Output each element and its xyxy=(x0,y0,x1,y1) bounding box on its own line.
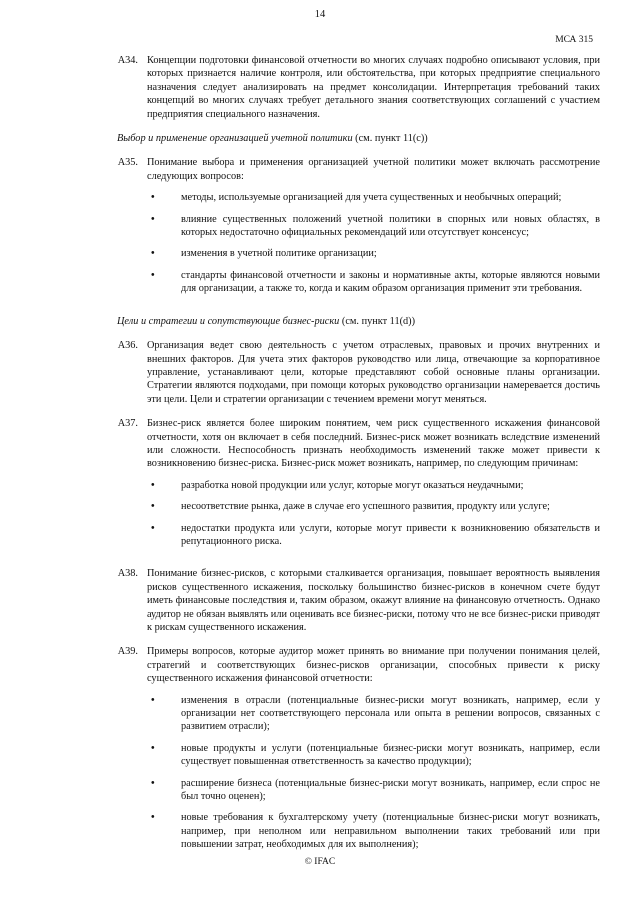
paragraph-body xyxy=(147,339,600,406)
bullet-icon: • xyxy=(151,269,155,281)
paragraph-body xyxy=(147,567,600,634)
bullet-icon: • xyxy=(151,248,155,260)
paragraph-text: Понимание бизнес-рисков, с которыми сталкивается организация, повышает вероятность выявления рисков существенного искажения, поскольку большинство бизнес-рисков в конечном счете будут иметь финансовые последствия и, таким образом, окажут влияние на финансовую отчетность. Однако аудитор не обязан выявлять или оценивать все бизнес-риски, потому что не все бизнес-риски приводят к рискам существенного искажения. xyxy=(147,568,600,633)
paragraph xyxy=(95,645,600,859)
bullet-item xyxy=(147,269,600,296)
bullet-text: изменения в учетной политике организации; xyxy=(181,248,377,260)
paragraph xyxy=(95,156,600,303)
document-body xyxy=(95,54,600,871)
bullet-icon: • xyxy=(151,777,155,789)
bullet-text: влияние существенных положений учетной политики в спорных или новых областях, в которых недостаточно официальных рекомендаций или отсутствует консенсус; xyxy=(181,213,600,239)
paragraph-text: Примеры вопросов, которые аудитор может принять во внимание при получении понимания целей, стратегий и соответствующих бизнес-рисков организации, способных привести к риску существенного искажения финансовой отчетности: xyxy=(147,646,600,685)
paragraph-text: Бизнес-риск является более широким понятием, чем риск существенного искажения финансовой отчетности, хотя он включает в себя последний. Бизнес-риск может возникать вследствие изменений или сложности. Неспособность признать необходимость изменений также может привести к возникновению бизнес-риска. Бизнес-риск может возникать, например, по следующим причинам: xyxy=(147,418,600,470)
bullet-item xyxy=(147,742,600,769)
bullet-item xyxy=(147,500,600,513)
bullet-icon: • xyxy=(151,192,155,204)
paragraph-number: A37. xyxy=(117,418,138,430)
section-heading-reference: (см. пункт 11(c)) xyxy=(352,133,428,145)
bullet-item xyxy=(147,522,600,549)
bullet-item xyxy=(147,777,600,804)
bullet-icon: • xyxy=(151,694,155,706)
section-heading-title: Цели и стратегии и сопутствующие бизнес-риски xyxy=(117,315,340,327)
bullet-icon: • xyxy=(151,213,155,225)
section-heading xyxy=(117,132,600,145)
page-number: 14 xyxy=(314,9,326,20)
paragraph-body xyxy=(147,156,600,303)
paragraph-number: A35. xyxy=(117,157,138,169)
section-heading xyxy=(117,315,600,328)
bullet-list xyxy=(147,694,600,852)
copyright-footer: © IFAC xyxy=(304,857,336,867)
paragraph xyxy=(95,417,600,556)
section-heading-reference: (см. пункт 11(d)) xyxy=(339,315,416,327)
paragraph-text: Понимание выбора и применения организацией учетной политики может включать рассмотрение следующих вопросов: xyxy=(147,157,600,182)
bullet-text: методы, используемые организацией для учета существенных и необычных операций; xyxy=(181,192,562,204)
bullet-item xyxy=(147,694,600,734)
bullet-text: новые продукты и услуги (потенциальные бизнес-риски могут возникать, например, если существует повышенная ответственность за качество продукции); xyxy=(181,742,600,768)
bullet-list xyxy=(147,479,600,549)
bullet-item xyxy=(147,213,600,240)
paragraph xyxy=(95,567,600,634)
bullet-text: разработка новой продукции или услуг, которые могут оказаться неудачными; xyxy=(181,479,524,491)
bullet-icon: • xyxy=(151,501,155,513)
bullet-text: расширение бизнеса (потенциальные бизнес-риски могут возникать, например, если спрос не был точно оценен); xyxy=(181,777,600,803)
document-code: МСА 315 xyxy=(555,35,593,45)
bullet-icon: • xyxy=(151,742,155,754)
bullet-icon: • xyxy=(151,522,155,534)
paragraph-body xyxy=(147,54,600,121)
bullet-text: недостатки продукта или услуги, которые могут привести к возникновению обязательств и репутационного риска. xyxy=(181,522,600,547)
paragraph-body xyxy=(147,645,600,859)
paragraph-text: Концепции подготовки финансовой отчетности во многих случаях подробно описывают условия, при которых признается наличие контроля, или обстоятельства, при которых предприятие специального назначения следует анализировать на предмет консолидации. Интерпретация требований таких концепций во многих случаях требует детального знания соответствующих соглашений с участием предприятия специального назначения. xyxy=(147,55,600,120)
paragraph-number: A36. xyxy=(117,340,138,352)
paragraph xyxy=(95,54,600,121)
bullet-icon: • xyxy=(151,479,155,491)
paragraph xyxy=(95,339,600,406)
paragraph-number: A34. xyxy=(117,55,138,66)
paragraph-number: A39. xyxy=(117,646,138,658)
bullet-item xyxy=(147,191,600,204)
bullet-item xyxy=(147,479,600,492)
bullet-text: изменения в отрасли (потенциальные бизнес-риски могут возникать, например, если у организации нет соответствующего персонала или опыта в решении вопросов, связанных с развитием отрасли); xyxy=(181,694,600,733)
bullet-item xyxy=(147,811,600,851)
section-heading-title: Выбор и применение организацией учетной политики xyxy=(117,133,353,145)
bullet-item xyxy=(147,247,600,260)
bullet-text: новые требования к бухгалтерскому учету (потенциальные бизнес-риски могут возникать, например, при неполном или неправильном выполнении таких требований или при повышении затрат, необходимых для их выполнения); xyxy=(181,812,600,851)
bullet-text: стандарты финансовой отчетности и законы и нормативные акты, которые являются новыми для организации, а также то, когда и каким образом организация применит эти требования. xyxy=(181,269,600,295)
paragraph-body xyxy=(147,417,600,556)
bullet-text: несоответствие рынка, даже в случае его успешного развития, продукту или услуге; xyxy=(181,501,550,513)
paragraph-number: A38. xyxy=(117,568,138,580)
paragraph-text: Организация ведет свою деятельность с учетом отраслевых, правовых и прочих внутренних и внешних факторов. Для учета этих факторов руководство или лица, отвечающие за корпоративное управление, устанавливают цели, которые представляют собой основные планы организации. Стратегии являются подходами, при помощи которых руководство организации намеревается достичь эти цели. Цели и стратегии организации с течением времени могут меняться. xyxy=(147,340,600,405)
bullet-icon: • xyxy=(151,812,155,824)
bullet-list xyxy=(147,191,600,295)
